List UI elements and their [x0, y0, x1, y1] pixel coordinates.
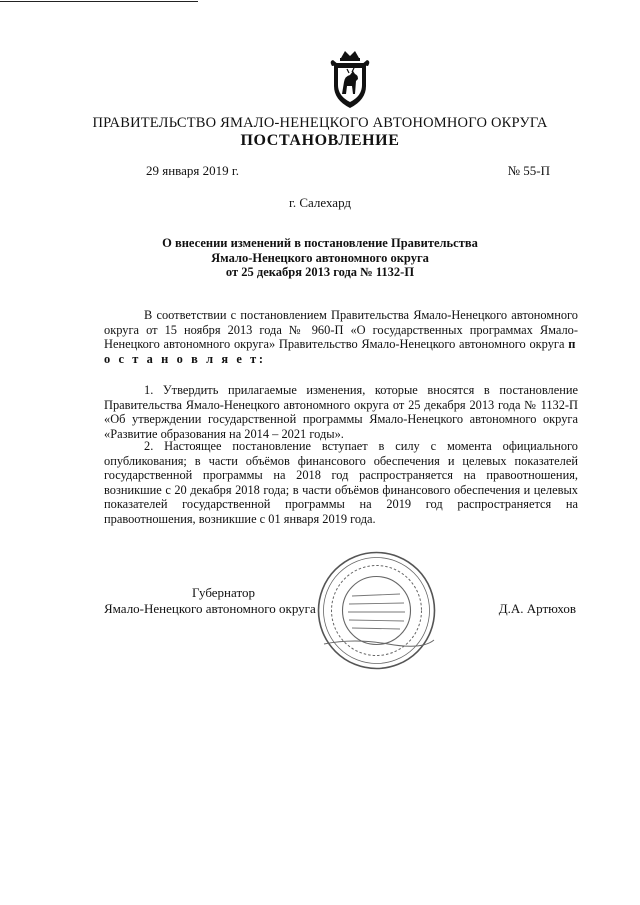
signatory-name: Д.А. Артюхов [498, 601, 576, 616]
item-2-paragraph: 2. Настоящее постановление вступает в силу с момента официального опубликования; в части объёмов финансового обеспечения и целевых показателей государственной программы на 2018 год распространяется на правоотношения, возникшие с 20 декабря 2018 года; в части объёмов финансового обеспечения и целевых показателей государственной программы на 2019 год распространяется на правоотношения, возникшие с 01 января 2019 года. [104, 439, 578, 526]
intro-paragraph [104, 308, 578, 366]
item-1-paragraph: 1. Утвердить прилагаемые изменения, которые вносятся в постановление Правительства Ямало-Ненецкого автономного округа от 25 декабря 2013 года № 1132-П «Об утверждении государственной программы Ямало-Ненецкого автономного округа «Развитие образования на 2014 – 2021 годы». [104, 383, 578, 441]
coat-of-arms-icon [327, 48, 373, 112]
top-rule [0, 1, 198, 2]
intro-text: В соответствии с постановлением Правительства Ямало-Ненецкого автономного округа от 15 ноября 2013 года № 960-П «О государственных программах Ямало-Ненецкого автономного округа» Правительство Ямало-Ненецкого автономного округа [104, 308, 578, 351]
document-title [120, 236, 520, 280]
document-date: 29 января 2019 г. [146, 163, 240, 178]
government-name: ПРАВИТЕЛЬСТВО ЯМАЛО-НЕНЕЦКОГО АВТОНОМНОГО ОКРУГА [92, 115, 548, 131]
position-line: Губернатор [192, 585, 255, 600]
title-line: О внесении изменений в постановление Правительства [162, 236, 478, 250]
official-seal-stamp [314, 548, 439, 673]
city: г. Салехард [288, 195, 352, 210]
document-number: № 55-П [507, 163, 550, 178]
position-line: Ямало-Ненецкого автономного округа [104, 601, 316, 616]
title-line: от 25 декабря 2013 года № 1132-П [225, 265, 415, 279]
title-line: Ямало-Ненецкого автономного округа [211, 250, 429, 265]
document-type: ПОСТАНОВЛЕНИЕ [240, 132, 400, 149]
resolves-word: п о с т а н о в л я е т: [104, 337, 578, 366]
signatory-position [104, 585, 344, 617]
